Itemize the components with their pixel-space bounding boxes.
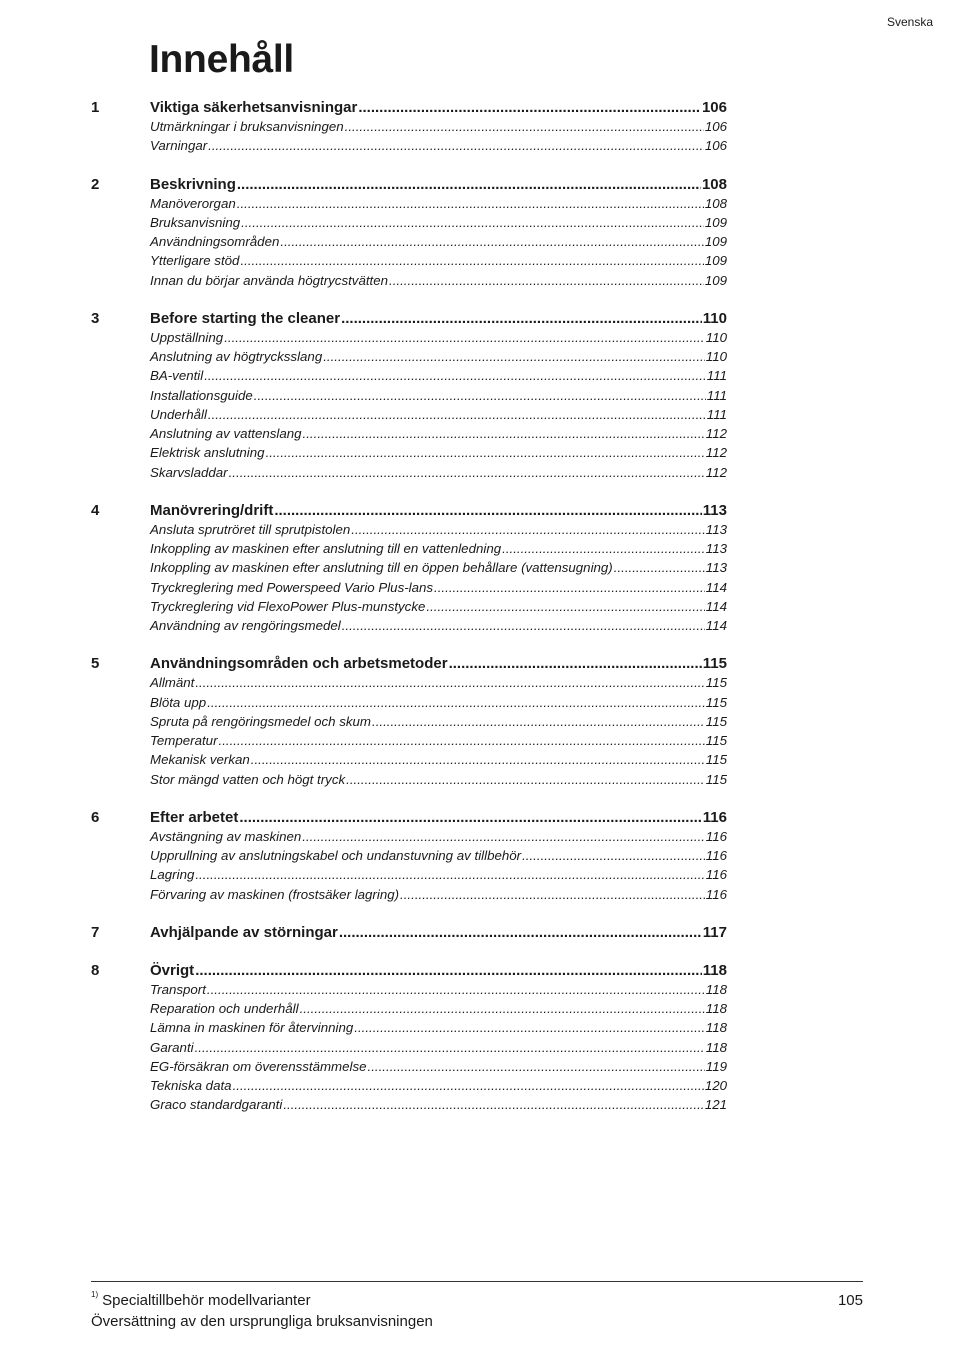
subentry-page: 106 (704, 119, 727, 134)
toc-subentry[interactable] (0, 465, 954, 484)
subentry-title: Bruksanvisning (150, 214, 241, 230)
toc-subentry[interactable] (0, 829, 954, 848)
chapter-title: Användningsområden och arbetsmetoder (150, 655, 448, 673)
subentry-page: 113 (705, 541, 727, 556)
toc-subentry[interactable] (0, 599, 954, 618)
toc-section (0, 809, 954, 906)
subentry-title: EG-försäkran om överensstämmelse (150, 1058, 367, 1074)
dot-leader (300, 1001, 705, 1016)
toc-subentry[interactable] (0, 273, 954, 292)
subentry-page: 110 (705, 349, 727, 364)
toc-chapter-entry[interactable] (0, 655, 954, 675)
dot-leader (195, 867, 704, 882)
toc-section (0, 655, 954, 791)
subentry-title: Ytterligare stöd (150, 253, 240, 269)
dot-leader (208, 407, 706, 422)
dot-leader (207, 695, 705, 710)
dot-leader (240, 253, 703, 268)
subentry-page: 120 (704, 1078, 727, 1093)
subentry-title: BA-ventil (150, 368, 204, 384)
subentry-page: 109 (704, 234, 727, 249)
dot-leader (342, 618, 705, 633)
subentry-page: 112 (705, 426, 727, 441)
dot-leader (208, 138, 704, 153)
toc-subentry[interactable] (0, 215, 954, 234)
subentry-page: 116 (705, 886, 727, 902)
toc-chapter-entry[interactable] (0, 924, 954, 944)
toc-subentry[interactable] (0, 119, 954, 138)
toc-subentry[interactable] (0, 1040, 954, 1059)
toc-subentry[interactable] (0, 541, 954, 560)
toc-subentry[interactable] (0, 138, 954, 157)
chapter-page: 118 (702, 961, 727, 979)
page-title: Innehåll (149, 38, 294, 81)
subentry-page: 119 (705, 1058, 727, 1074)
chapter-number: 7 (91, 923, 100, 941)
subentry-page: 118 (705, 1039, 727, 1055)
subentry-page: 114 (705, 618, 727, 633)
chapter-title: Viktiga säkerhetsanvisningar (150, 99, 358, 116)
toc-subentry[interactable] (0, 1078, 954, 1097)
table-of-contents (0, 99, 954, 1135)
chapter-title: Before starting the cleaner (150, 309, 341, 327)
dot-leader (219, 733, 705, 748)
toc-chapter-entry[interactable] (0, 99, 954, 119)
toc-subentry[interactable] (0, 349, 954, 368)
toc-subentry[interactable] (0, 368, 954, 387)
subentry-page: 118 (705, 981, 727, 997)
toc-subentry[interactable] (0, 752, 954, 771)
chapter-title: Efter arbetet (150, 808, 239, 826)
dot-leader (224, 330, 705, 345)
dot-leader (400, 887, 705, 902)
subentry-title: Graco standardgaranti (150, 1097, 283, 1113)
footnote-text: Specialtillbehör modellvarianter (102, 1292, 311, 1309)
subentry-page: 113 (705, 560, 727, 576)
subentry-page: 116 (705, 867, 727, 883)
toc-subentry[interactable] (0, 560, 954, 579)
dot-leader (502, 541, 705, 556)
dot-leader (358, 99, 701, 116)
footer-divider (91, 1281, 863, 1282)
toc-subentry[interactable] (0, 675, 954, 694)
dot-leader (345, 119, 704, 134)
subentry-title: Blöta upp (150, 694, 207, 710)
dot-leader (449, 655, 702, 672)
subentry-title: Lagring (150, 867, 195, 883)
subentry-title: Temperatur (150, 733, 218, 748)
subentry-page: 108 (704, 195, 727, 211)
chapter-page: 110 (702, 309, 727, 327)
chapter-page: 113 (702, 501, 727, 519)
dot-leader (266, 445, 705, 460)
subentry-page: 112 (705, 464, 727, 480)
subentry-page: 109 (704, 272, 727, 288)
subentry-page: 109 (704, 214, 727, 230)
subentry-title: Tryckreglering med Powerspeed Vario Plus-lans (150, 579, 434, 595)
subentry-page: 115 (705, 771, 727, 787)
chapter-title: Beskrivning (150, 175, 236, 193)
page-number: 105 (837, 1292, 863, 1309)
subentry-page: 116 (705, 828, 727, 844)
toc-subentry[interactable] (0, 234, 954, 253)
chapter-title: Manövrering/drift (150, 501, 274, 519)
subentry-title: Transport (150, 981, 206, 997)
subentry-title: Anslutning av högtrycksslang (150, 349, 323, 364)
dot-leader (346, 772, 705, 787)
toc-subentry[interactable] (0, 1097, 954, 1116)
subentry-title: Allmänt (150, 675, 195, 691)
subentry-page: 115 (705, 675, 727, 691)
dot-leader (274, 502, 701, 519)
dot-leader (614, 560, 705, 575)
toc-subentry[interactable] (0, 867, 954, 886)
dot-leader (368, 1059, 705, 1074)
chapter-number: 3 (91, 309, 100, 327)
subentry-title: Användningsområden (150, 234, 280, 249)
chapter-page: 108 (701, 175, 727, 193)
subentry-title: Innan du börjar använda högtrycstvätten (150, 272, 389, 288)
chapter-page: 106 (701, 99, 727, 116)
dot-leader (434, 580, 705, 595)
subentry-page: 115 (705, 752, 727, 768)
subentry-page: 115 (705, 694, 727, 710)
subentry-title: Reparation och underhåll (150, 1001, 299, 1016)
subentry-page: 111 (706, 368, 727, 384)
dot-leader (233, 1078, 704, 1093)
subentry-title: Inkoppling av maskinen efter anslutning till en öppen behållare (vattensugning) (150, 560, 613, 576)
subentry-title: Tryckreglering vid FlexoPower Plus-munstycke (150, 598, 426, 614)
subentry-page: 110 (705, 329, 727, 345)
dot-leader (302, 829, 705, 844)
dot-leader (229, 465, 705, 480)
chapter-page: 116 (702, 808, 727, 826)
toc-subentry[interactable] (0, 982, 954, 1001)
subentry-title: Lämna in maskinen för återvinning (150, 1020, 354, 1036)
toc-chapter-entry[interactable] (0, 502, 954, 522)
subentry-title: Anslutning av vattenslang (150, 426, 302, 441)
toc-subentry[interactable] (0, 253, 954, 272)
toc-subentry[interactable] (0, 445, 954, 464)
toc-subentry[interactable] (0, 695, 954, 714)
dot-leader (195, 1040, 705, 1055)
footnote-mark: 1) (91, 1290, 99, 1299)
toc-chapter-entry[interactable] (0, 310, 954, 330)
dot-leader (241, 215, 704, 230)
toc-subentry[interactable] (0, 887, 954, 906)
subentry-page: 118 (705, 1001, 727, 1016)
subentry-title: Stor mängd vatten och högt tryck (150, 771, 346, 787)
chapter-number: 6 (91, 808, 100, 826)
footnote (91, 1292, 311, 1309)
toc-subentry[interactable] (0, 1059, 954, 1078)
dot-leader (251, 752, 705, 767)
toc-chapter-entry[interactable] (0, 809, 954, 829)
subentry-page: 112 (705, 445, 727, 461)
toc-subentry[interactable] (0, 388, 954, 407)
toc-chapter-entry[interactable] (0, 962, 954, 982)
toc-subentry[interactable] (0, 1020, 954, 1039)
chapter-title: Övrigt (150, 961, 195, 979)
dot-leader (204, 368, 706, 383)
subentry-title: Skarvsladdar (150, 464, 228, 480)
subentry-page: 118 (705, 1020, 727, 1036)
subentry-page: 114 (705, 598, 727, 614)
subentry-title: Elektrisk anslutning (150, 445, 265, 461)
toc-subentry[interactable] (0, 196, 954, 215)
subentry-page: 121 (704, 1097, 727, 1113)
subentry-title: Varningar (150, 138, 208, 154)
translation-note: Översättning av den ursprungliga bruksanvisningen (91, 1313, 433, 1330)
chapter-number: 5 (91, 655, 100, 673)
toc-subentry[interactable] (0, 714, 954, 733)
language-label: Svenska (886, 15, 933, 29)
toc-chapter-entry[interactable] (0, 176, 954, 196)
subentry-title: Ansluta sprutröret till sprutpistolen (150, 521, 351, 537)
subentry-page: 111 (706, 406, 727, 422)
toc-section (0, 176, 954, 292)
dot-leader (303, 426, 705, 441)
dot-leader (280, 234, 703, 249)
subentry-title: Spruta på rengöringsmedel och skum (150, 713, 371, 729)
subentry-title: Mekanisk verkan (150, 752, 250, 768)
dot-leader (254, 388, 706, 403)
dot-leader (239, 809, 701, 826)
toc-subentry[interactable] (0, 407, 954, 426)
subentry-title: Installationsguide (150, 387, 253, 403)
toc-section (0, 502, 954, 638)
dot-leader (426, 599, 704, 614)
toc-subentry[interactable] (0, 772, 954, 791)
subentry-title: Tekniska data (150, 1078, 232, 1093)
dot-leader (283, 1097, 704, 1112)
subentry-page: 115 (705, 733, 727, 748)
chapter-number: 1 (91, 99, 100, 116)
chapter-number: 8 (91, 961, 100, 979)
toc-section (0, 962, 954, 1117)
toc-section (0, 310, 954, 484)
chapter-page: 117 (702, 923, 727, 941)
toc-section (0, 924, 954, 944)
dot-leader (354, 1020, 705, 1035)
toc-subentry[interactable] (0, 1001, 954, 1020)
subentry-title: Avstängning av maskinen (150, 828, 302, 844)
toc-subentry[interactable] (0, 330, 954, 349)
subentry-page: 115 (705, 713, 727, 729)
subentry-page: 109 (704, 253, 727, 269)
chapter-number: 4 (91, 501, 100, 519)
dot-leader (323, 349, 705, 364)
dot-leader (522, 848, 705, 863)
subentry-title: Inkoppling av maskinen efter anslutning till en vattenledning (150, 541, 502, 556)
subentry-title: Garanti (150, 1039, 194, 1055)
subentry-title: Utmärkningar i bruksanvisningen (150, 119, 344, 134)
subentry-title: Förvaring av maskinen (frostsäker lagring) (150, 886, 400, 902)
dot-leader (339, 924, 702, 941)
dot-leader (237, 196, 704, 211)
subentry-title: Uppställning (150, 329, 224, 345)
chapter-title: Avhjälpande av störningar (150, 923, 338, 941)
dot-leader (195, 962, 702, 979)
dot-leader (341, 310, 702, 327)
chapter-page: 115 (702, 655, 727, 673)
subentry-page: 111 (706, 387, 727, 403)
toc-subentry[interactable] (0, 848, 954, 867)
chapter-number: 2 (91, 175, 100, 193)
toc-subentry[interactable] (0, 733, 954, 752)
dot-leader (207, 982, 705, 997)
subentry-page: 106 (704, 138, 727, 154)
subentry-page: 116 (705, 848, 727, 863)
toc-section (0, 99, 954, 158)
subentry-title: Manöverorgan (150, 195, 236, 211)
toc-subentry[interactable] (0, 522, 954, 541)
dot-leader (351, 522, 705, 537)
subentry-page: 114 (705, 579, 727, 595)
toc-subentry[interactable] (0, 426, 954, 445)
dot-leader (389, 273, 704, 288)
dot-leader (195, 675, 704, 690)
subentry-title: Underhåll (150, 406, 207, 422)
dot-leader (372, 714, 705, 729)
subentry-title: Användning av rengöringsmedel (150, 618, 341, 633)
toc-subentry[interactable] (0, 580, 954, 599)
subentry-page: 113 (705, 521, 727, 537)
dot-leader (237, 176, 701, 193)
toc-subentry[interactable] (0, 618, 954, 637)
subentry-title: Upprullning av anslutningskabel och undanstuvning av tillbehör (150, 848, 522, 863)
